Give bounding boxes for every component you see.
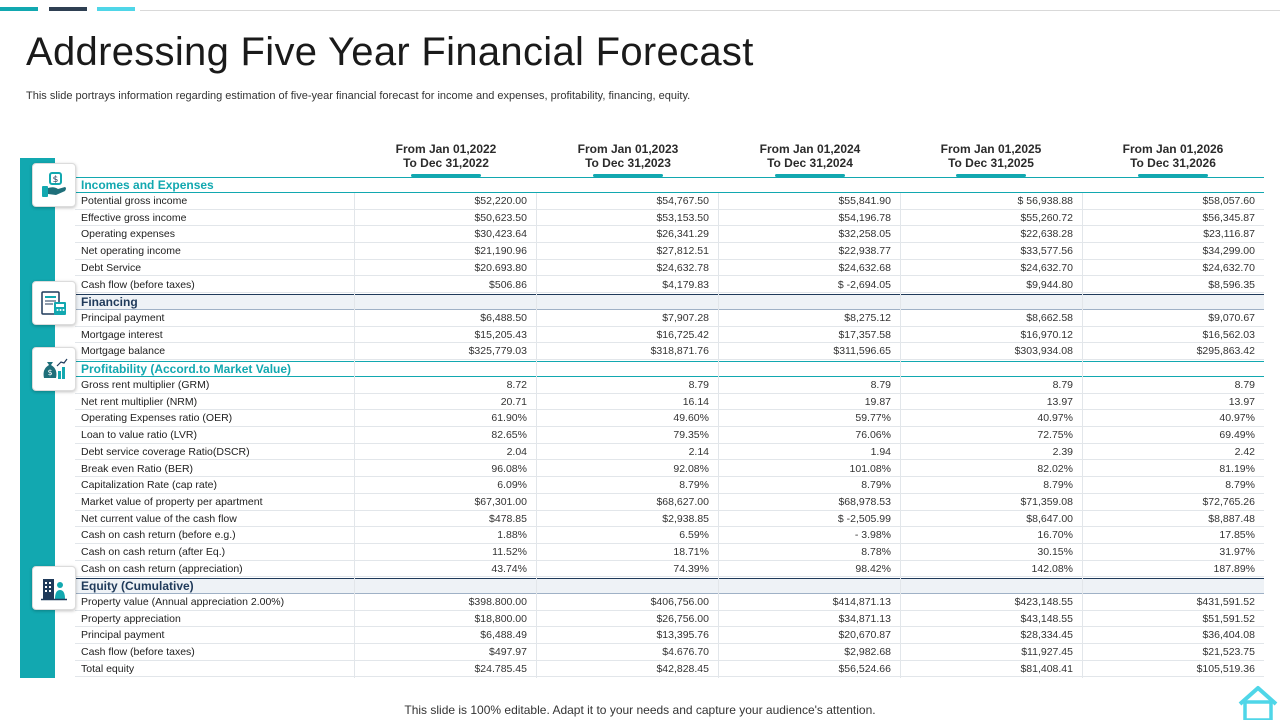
table-row (75, 511, 1264, 528)
table-row (75, 410, 1264, 427)
table-row (75, 193, 1264, 210)
row-value: 8.79 (688, 379, 709, 391)
row-value: $6,488.50 (480, 312, 527, 324)
column-header-from: From Jan 01,2024 (759, 142, 861, 156)
home-icon (1236, 682, 1280, 720)
table-row (75, 260, 1264, 277)
row-value: $68,978.53 (838, 495, 891, 508)
row-value: $20.693.80 (474, 261, 527, 274)
row-value: 8.79% (679, 479, 709, 492)
page-title: Addressing Five Year Financial Forecast (26, 30, 754, 74)
row-value: 8.79 (1234, 379, 1255, 391)
row-value: 8.79 (1052, 379, 1073, 391)
row-label: Principal payment (81, 312, 165, 324)
row-value: $9,070.67 (1208, 312, 1255, 324)
table-row (75, 477, 1264, 494)
row-value: $4.676.70 (662, 646, 709, 659)
table-row (75, 611, 1264, 628)
row-value: $22,638.28 (1020, 228, 1073, 241)
row-value: 6.09% (497, 479, 527, 492)
row-label: Cash flow (before taxes) (81, 278, 195, 291)
row-value: 2.14 (688, 445, 709, 458)
row-value: $26,341.29 (656, 228, 709, 241)
row-value: $318,871.76 (650, 345, 709, 358)
top-accent-bars (0, 7, 1280, 11)
row-value: 2.04 (506, 445, 527, 458)
section-title: Equity (Cumulative) (81, 579, 194, 593)
row-value: 76.06% (855, 429, 891, 442)
row-value: $414,871.13 (832, 596, 891, 608)
row-value: 43.74% (491, 562, 527, 575)
table-row (75, 461, 1264, 478)
column-header-to: To Dec 31,2023 (585, 156, 671, 170)
column-header-to: To Dec 31,2022 (403, 156, 489, 170)
row-value: $16,970.12 (1020, 328, 1073, 341)
row-value: $68,627.00 (656, 495, 709, 508)
row-value: 8.79% (861, 479, 891, 492)
column-header (366, 142, 526, 177)
money-bag-chart-icon (32, 347, 76, 391)
row-label: Potential gross income (81, 195, 188, 207)
section-header (75, 177, 1264, 193)
row-value: $ -2,694.05 (837, 278, 891, 291)
row-value: $53,153.50 (656, 211, 709, 224)
row-value: $18,800.00 (474, 612, 527, 625)
row-value: $24,632.70 (1202, 261, 1255, 274)
column-header (548, 142, 708, 177)
section-title: Financing (81, 295, 138, 309)
row-value: $21,190.96 (474, 245, 527, 258)
row-label: Effective gross income (81, 211, 187, 224)
page-subtitle: This slide portrays information regarding estimation of five-year financial forecast for income and expenses, profitability, financing, equity. (26, 90, 691, 102)
row-value: $24,632.70 (1020, 261, 1073, 274)
column-header (1093, 142, 1253, 177)
row-label: Capitalization Rate (cap rate) (81, 479, 217, 492)
row-value: $32,258.05 (838, 228, 891, 241)
row-value: 187.89% (1213, 562, 1255, 575)
row-value: 8.79% (1043, 479, 1073, 492)
row-value: 31.97% (1219, 546, 1255, 558)
row-value: 13.97 (1228, 395, 1255, 408)
column-header-to: To Dec 31,2024 (767, 156, 853, 170)
row-value: $311,596.65 (833, 345, 891, 358)
row-value: $72,765.26 (1202, 495, 1255, 508)
row-label: Operating Expenses ratio (OER) (81, 412, 233, 425)
row-value: $8,596.35 (1208, 278, 1255, 291)
row-value: 1.94 (870, 445, 891, 458)
row-value: $7,907.28 (662, 312, 709, 324)
table-row (75, 394, 1264, 411)
row-value: $8,275.12 (844, 312, 891, 324)
row-value: $20,670.87 (838, 629, 891, 642)
table-row (75, 327, 1264, 344)
row-label: Total equity (81, 662, 135, 675)
row-value: 40.97% (1037, 412, 1073, 425)
row-value: 82.02% (1037, 462, 1073, 475)
column-divider (536, 193, 537, 678)
row-value: $13,395.76 (656, 629, 709, 642)
row-value: 11.52% (492, 546, 527, 558)
svg-text:$: $ (52, 175, 59, 185)
row-value: $4,179.83 (662, 278, 709, 291)
table-row (75, 343, 1264, 360)
accent-bar-dark (49, 7, 87, 11)
row-value: $406,756.00 (650, 596, 709, 608)
column-divider (354, 193, 355, 678)
row-value: $24,632.68 (838, 261, 891, 274)
row-value: $497.97 (489, 646, 527, 659)
column-divider (718, 193, 719, 678)
row-value: $56,345.87 (1202, 211, 1255, 224)
row-value: 61.90% (491, 412, 527, 425)
row-value: 6.59% (679, 529, 709, 542)
table-row (75, 243, 1264, 260)
row-value: 40.97% (1219, 412, 1255, 425)
row-value: $23,116.87 (1203, 228, 1255, 241)
row-label: Cash on cash return (after Eq.) (81, 546, 226, 558)
section-header (75, 578, 1264, 594)
column-header (911, 142, 1071, 177)
row-value: $33,577.56 (1020, 245, 1073, 258)
table-row (75, 377, 1264, 394)
row-label: Market value of property per apartment (81, 495, 263, 508)
row-value: $17,357.58 (838, 328, 891, 341)
row-value: 98.42% (855, 562, 891, 575)
row-value: 82.65% (491, 429, 527, 442)
row-value: 49.60% (673, 412, 709, 425)
row-label: Debt service coverage Ratio(DSCR) (81, 445, 250, 458)
row-value: $34,871.13 (838, 612, 891, 625)
column-header-to: To Dec 31,2025 (948, 156, 1034, 170)
row-value: 142.08% (1031, 562, 1073, 575)
table-row (75, 627, 1264, 644)
row-value: $431,591.52 (1196, 596, 1255, 608)
row-value: $295,863.42 (1196, 345, 1255, 358)
row-value: $9,944.80 (1026, 278, 1073, 291)
table-row (75, 226, 1264, 243)
row-label: Net operating income (81, 245, 181, 258)
table-row (75, 444, 1264, 461)
row-value: $81,408.41 (1020, 662, 1073, 675)
table-row (75, 561, 1264, 578)
table-row (75, 210, 1264, 227)
row-value: $55,841.90 (838, 195, 891, 207)
row-value: $24,632.78 (656, 261, 709, 274)
row-value: $16,562.03 (1202, 328, 1255, 341)
building-person-icon (32, 566, 76, 610)
row-value: 81.19% (1219, 462, 1255, 475)
row-label: Operating expenses (81, 228, 175, 241)
row-value: 8.79 (870, 379, 891, 391)
row-value: 13.97 (1046, 395, 1073, 408)
row-value: $24.785.45 (474, 662, 527, 675)
column-header-from: From Jan 01,2025 (940, 142, 1042, 156)
section-title: Profitability (Accord.to Market Value) (81, 362, 292, 376)
row-value: $8,887.48 (1208, 512, 1255, 525)
row-value: - 3.98% (854, 529, 891, 542)
column-header-from: From Jan 01,2022 (395, 142, 497, 156)
row-value: $51,591.52 (1202, 612, 1255, 625)
row-value: $303,934.08 (1014, 345, 1073, 358)
row-value: 20.71 (500, 395, 527, 408)
row-value: $26,756.00 (656, 612, 709, 625)
table-row (75, 644, 1264, 661)
row-value: $54,196.78 (838, 211, 891, 224)
row-value: $34,299.00 (1202, 245, 1255, 258)
row-label: Gross rent multiplier (GRM) (81, 379, 210, 391)
row-label: Cash on cash return (before e.g.) (81, 529, 236, 542)
svg-text:$: $ (47, 368, 53, 377)
row-value: 8.78% (861, 546, 891, 558)
row-value: 30.15% (1037, 546, 1073, 558)
column-header-from: From Jan 01,2023 (577, 142, 679, 156)
footer-note: This slide is 100% editable. Adapt it to your needs and capture your audience's attention. (404, 703, 876, 717)
row-value: 8.72 (506, 379, 527, 391)
row-value: $22,938.77 (838, 245, 891, 258)
row-value: $28,334.45 (1020, 629, 1073, 642)
money-hand-icon (32, 163, 76, 207)
row-value: 2.39 (1052, 445, 1073, 458)
row-label: Principal payment (81, 629, 165, 642)
row-value: 96.08% (491, 462, 527, 475)
row-value: $506.86 (489, 278, 527, 291)
row-value: 16.14 (682, 395, 709, 408)
row-value: $8,647.00 (1026, 512, 1073, 525)
row-label: Loan to value ratio (LVR) (81, 429, 197, 442)
row-value: $478.85 (489, 512, 527, 525)
section-title: Incomes and Expenses (81, 178, 214, 192)
row-value: 101.08% (849, 462, 891, 475)
row-value: $36,404.08 (1202, 629, 1255, 642)
row-value: $58,057.60 (1202, 195, 1255, 207)
accent-bar-teal (0, 7, 38, 11)
row-value: $8,662.58 (1026, 312, 1073, 324)
top-divider (140, 10, 1280, 11)
row-value: 2.42 (1234, 445, 1255, 458)
row-label: Mortgage interest (81, 328, 163, 341)
row-value: 8.79% (1225, 479, 1255, 492)
row-value: $27,812.51 (656, 245, 709, 258)
row-value: $67,301.00 (474, 495, 527, 508)
row-label: Cash on cash return (appreciation) (81, 562, 243, 575)
column-header-from: From Jan 01,2026 (1122, 142, 1224, 156)
row-value: 59.77% (855, 412, 891, 425)
accent-bar-light (97, 7, 135, 11)
section-header (75, 294, 1264, 310)
row-value: $52,220.00 (474, 195, 527, 207)
row-value: $ 56,938.88 (1017, 195, 1073, 207)
row-label: Break even Ratio (BER) (81, 462, 194, 475)
row-value: $43,148.55 (1020, 612, 1073, 625)
row-value: $16,725.42 (656, 328, 709, 341)
row-value: $54,767.50 (656, 195, 709, 207)
row-label: Net rent multiplier (NRM) (81, 395, 198, 408)
column-divider (900, 193, 901, 678)
row-label: Property value (Annual appreciation 2.00%) (81, 596, 285, 608)
row-value: 74.39% (673, 562, 709, 575)
row-value: 18.71% (673, 546, 709, 558)
column-header (730, 142, 890, 177)
row-value: $423,148.55 (1014, 596, 1073, 608)
row-value: $56,524.66 (838, 662, 891, 675)
row-value: 16.70% (1037, 529, 1073, 542)
row-value: 1.88% (497, 529, 527, 542)
row-label: Net current value of the cash flow (81, 512, 237, 525)
row-value: $30,423.64 (474, 228, 527, 241)
table-row (75, 527, 1264, 544)
row-value: $15,205.43 (474, 328, 527, 341)
row-value: $325,779.03 (468, 345, 527, 358)
row-value: 92.08% (673, 462, 709, 475)
row-value: $42,828.45 (656, 662, 709, 675)
table-row (75, 277, 1264, 294)
row-label: Mortgage balance (81, 345, 166, 358)
row-label: Debt Service (81, 261, 142, 274)
row-value: $55,260.72 (1020, 211, 1073, 224)
table-row (75, 427, 1264, 444)
table-row (75, 310, 1264, 327)
row-value: $21,523.75 (1202, 646, 1255, 659)
row-value: 79.35% (673, 429, 709, 442)
calculator-document-icon (32, 281, 76, 325)
row-value: $2,982.68 (844, 646, 891, 659)
row-value: 69.49% (1219, 429, 1255, 442)
row-value: $71,359.08 (1020, 495, 1073, 508)
column-divider (1082, 193, 1083, 678)
section-header (75, 361, 1264, 377)
column-header-to: To Dec 31,2026 (1130, 156, 1216, 170)
row-value: $50,623.50 (474, 211, 527, 224)
row-value: 19.87 (864, 395, 891, 408)
table-row (75, 594, 1264, 611)
row-value: $11,927.45 (1021, 646, 1073, 659)
table-row (75, 544, 1264, 561)
row-value: 17.85% (1219, 529, 1255, 542)
row-value: 72.75% (1037, 429, 1073, 442)
row-label: Cash flow (before taxes) (81, 646, 195, 659)
table-row (75, 494, 1264, 511)
row-label: Property appreciation (81, 612, 181, 625)
row-value: $ -2,505.99 (837, 512, 891, 525)
row-value: $398.800.00 (468, 596, 527, 608)
row-value: $6,488.49 (480, 629, 527, 642)
table-row (75, 661, 1264, 678)
row-value: $2,938.85 (662, 512, 709, 525)
row-value: $105,519.36 (1196, 662, 1255, 675)
